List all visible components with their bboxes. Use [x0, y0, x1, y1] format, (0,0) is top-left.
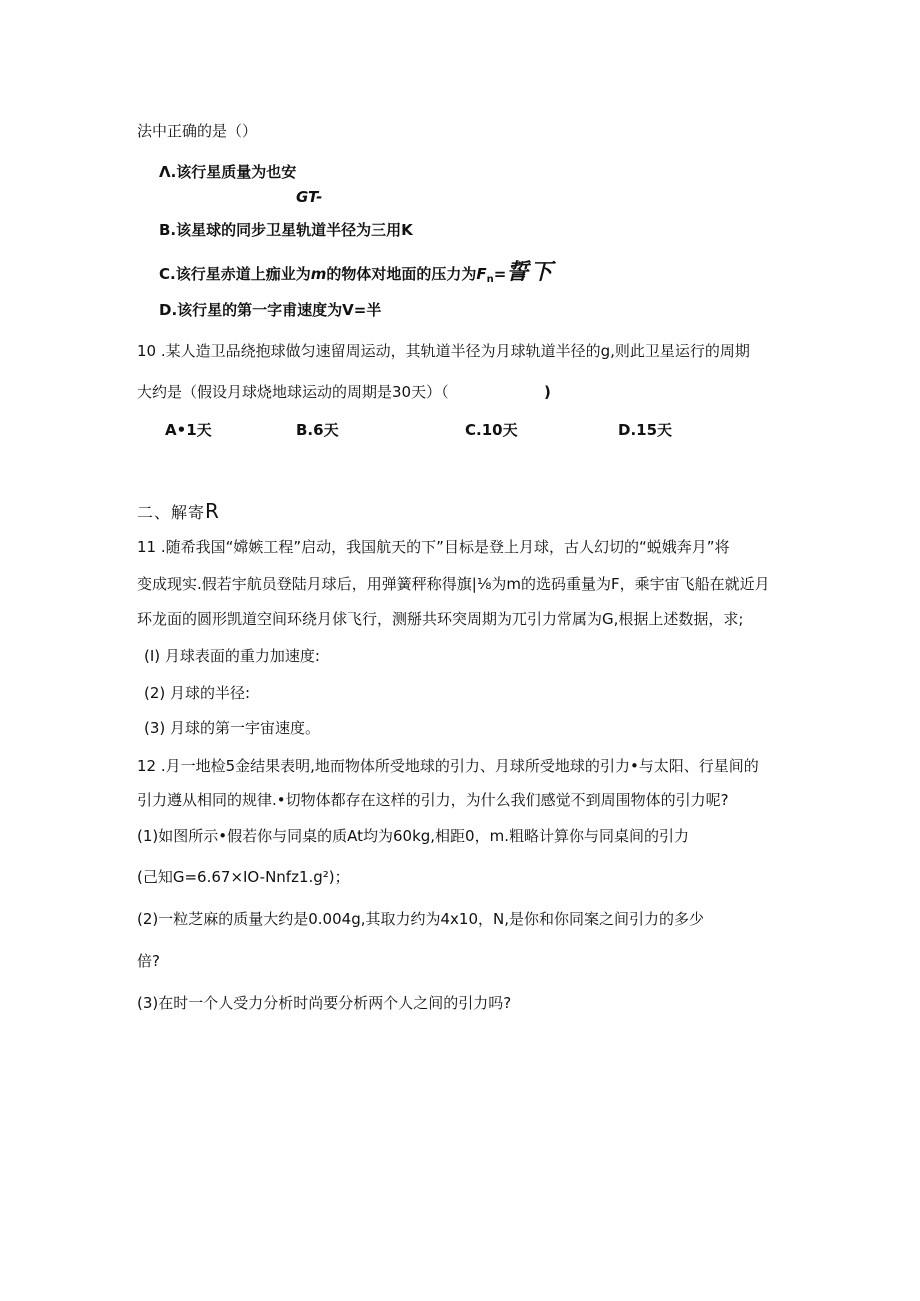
q9-option-d: D.该行星的第一字甫速度为V=半	[159, 301, 382, 319]
section-2-title	[137, 501, 220, 523]
q12-line-1: 12 .月一地检5金结果表明,地而物体所受地球的引力、月球所受地球的引力•与太阳、行星间的	[137, 757, 759, 775]
q9-option-b: B.该星球的同步卫星轨道半径为三用K	[159, 221, 413, 239]
q12-part-2-line-1: (2)一粒芝麻的质量大约是0.004g,其取力约为4x10，N,是你和你同案之间引力的多少	[137, 910, 704, 928]
q9-option-c-eq: =	[493, 265, 507, 283]
q12-line-2: 引力遵从相同的规律.•切物体都存在这样的引力，为什么我们感觉不到周围物体的引力呢?	[137, 791, 729, 809]
q10-option-c: C.10天	[465, 421, 518, 439]
q11-line-1: 11 .随希我国“嫦嫉工程”启动，我国航天的下”目标是登上月球，古人幻切的“蜕娥奔月”将	[137, 538, 730, 556]
q9-option-c-force-sub: n	[486, 274, 494, 285]
q10-line-1: 10 .某人造卫品绕抱球做匀速留周运动，其轨道半径为月球轨道半径的g,则此卫星运行的周期	[137, 342, 750, 360]
section-2-title-tail: R	[205, 499, 220, 523]
q11-line-3: 环龙面的圆形凯道空间环绕月俅飞行，测掰共环突周期为兀引力常属为G,根据上述数据，求;	[137, 610, 744, 628]
q9-option-c-mid: 的物体对地面的压力为	[326, 265, 477, 283]
q9-option-a: Λ.该行星质量为也安	[159, 163, 297, 181]
q11-sub-3: (3) 月球的第一宇宙速度。	[144, 719, 321, 737]
section-2-title-text: 二、解寄	[137, 503, 206, 522]
q11-line-2: 变成现实.假若宇航员登陆月球后，用弹簧秤称得旗|⅛为m的选码重量为F，乘宇宙飞船在就近月	[137, 575, 770, 593]
q9-option-c-var: m	[310, 265, 327, 283]
q10-option-a: A•1天	[165, 421, 212, 439]
q9-option-a-denominator: GT-	[296, 188, 323, 206]
q12-part-1-given: (己知G=6.67×IO-Nnfz1.g²)；	[137, 868, 350, 886]
q10-option-d: D.15天	[618, 421, 673, 439]
q9-option-c-force: F	[476, 265, 487, 283]
q10-line-2: 大约是（假设月球烧地球运动的周期是30天）（	[137, 383, 449, 401]
q12-part-2-line-2: 倍?	[137, 952, 160, 970]
q11-sub-2: (2) 月球的半径:	[144, 684, 251, 702]
q9-option-c-handwritten: 誓下	[506, 259, 555, 285]
q12-part-3: (3)在时一个人受力分析时尚要分析两个人之间的引力吗?	[137, 994, 512, 1012]
q9-stem-tail: 法中正确的是（）	[137, 122, 258, 140]
q9-option-c	[159, 259, 555, 290]
q12-part-1: (1)如图所示•假若你与同桌的质At均为60kg,相距0，m.粗略计算你与同桌间的引力	[137, 827, 689, 845]
q10-line-2-close: )	[544, 383, 551, 401]
q9-option-c-prefix: C.该行星赤道上痂业为	[159, 265, 311, 283]
q10-option-b: B.6天	[296, 421, 339, 439]
q11-sub-1: (I) 月球表面的重力加速度:	[144, 647, 320, 665]
